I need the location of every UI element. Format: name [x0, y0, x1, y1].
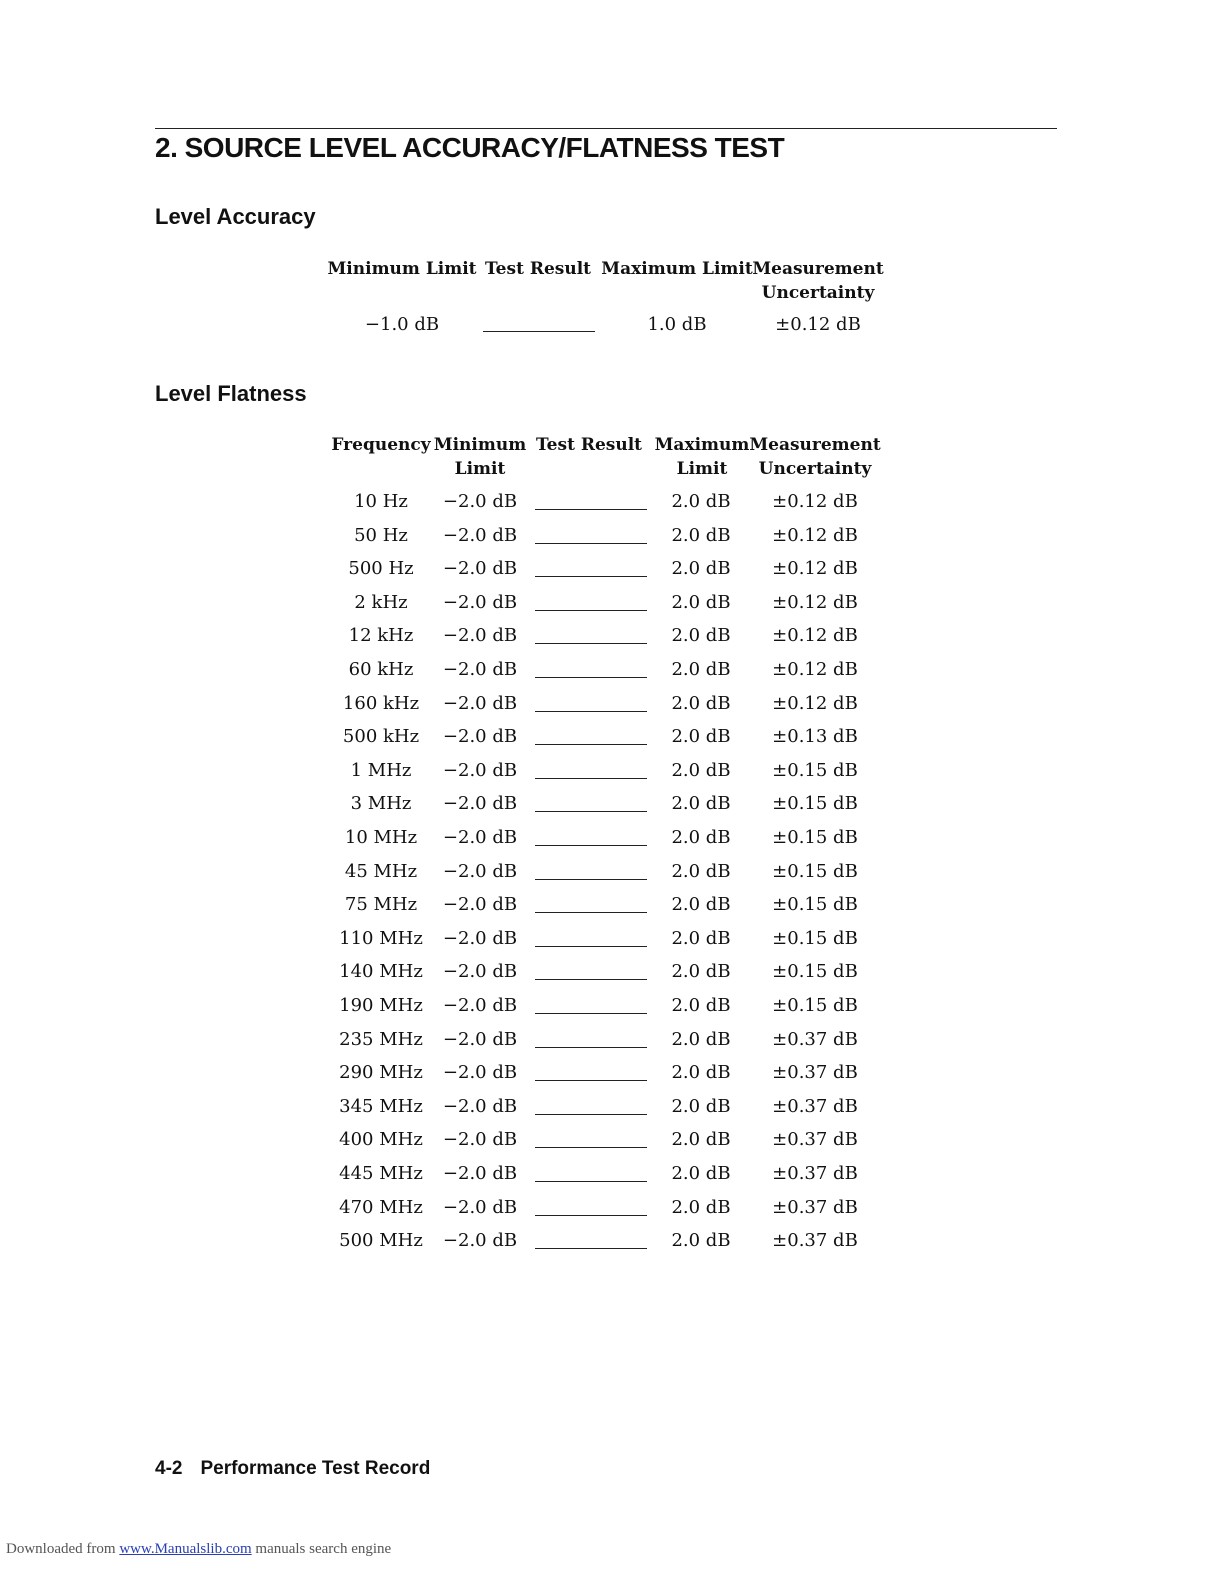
section-title: 2. SOURCE LEVEL ACCURACY/FLATNESS TEST: [155, 132, 785, 163]
col-uncertainty: Uncertainty: [758, 459, 872, 479]
col-maximum-limit: Maximum Limit: [601, 259, 753, 279]
minimum-limit-cell: −2.0 dB: [442, 1197, 518, 1218]
test-result-blank[interactable]: [535, 1248, 647, 1249]
table-row: [0, 861, 1224, 883]
minimum-limit-cell: −2.0 dB: [442, 1029, 518, 1050]
table-row: [0, 1230, 1224, 1252]
maximum-limit-cell: 2.0 dB: [671, 1230, 731, 1251]
maximum-limit-cell: 2.0 dB: [671, 726, 731, 747]
top-rule: [155, 128, 1057, 129]
table-row: [0, 491, 1224, 513]
test-result-blank[interactable]: [535, 778, 647, 779]
minimum-limit-cell: −2.0 dB: [442, 995, 518, 1016]
minimum-limit-cell: −2.0 dB: [442, 928, 518, 949]
test-result-blank[interactable]: [535, 543, 647, 544]
page-number: 4-2: [155, 1458, 183, 1479]
minimum-limit-cell: −2.0 dB: [442, 1129, 518, 1150]
frequency-cell: 10 Hz: [354, 491, 408, 512]
test-result-blank[interactable]: [535, 811, 647, 812]
test-result-blank[interactable]: [535, 1080, 647, 1081]
table-row: [0, 693, 1224, 715]
frequency-cell: 235 MHz: [339, 1029, 423, 1050]
frequency-cell: 140 MHz: [339, 961, 423, 982]
frequency-cell: 10 MHz: [344, 827, 418, 848]
col-minimum: Minimum: [433, 435, 527, 455]
uncertainty-cell: ±0.37 dB: [772, 1096, 858, 1117]
uncertainty-cell: ±0.37 dB: [772, 1197, 858, 1218]
table-row: [0, 726, 1224, 748]
minimum-limit-cell: −2.0 dB: [442, 961, 518, 982]
accuracy-max-value: 1.0 dB: [647, 314, 707, 335]
table-row: [0, 894, 1224, 916]
test-result-blank[interactable]: [535, 946, 647, 947]
test-result-blank[interactable]: [535, 1114, 647, 1115]
maximum-limit-cell: 2.0 dB: [671, 861, 731, 882]
minimum-limit-cell: −2.0 dB: [442, 625, 518, 646]
table-row: [0, 827, 1224, 849]
col-maximum: Maximum: [654, 435, 750, 455]
maximum-limit-cell: 2.0 dB: [671, 659, 731, 680]
table-row: [0, 1163, 1224, 1185]
test-result-blank[interactable]: [535, 509, 647, 510]
col-test-result: Test Result: [484, 259, 592, 279]
minimum-limit-cell: −2.0 dB: [442, 659, 518, 680]
frequency-cell: 190 MHz: [339, 995, 423, 1016]
table-row: [0, 1197, 1224, 1219]
maximum-limit-cell: 2.0 dB: [671, 625, 731, 646]
col-uncertainty: Uncertainty: [761, 283, 875, 303]
uncertainty-cell: ±0.15 dB: [772, 861, 858, 882]
minimum-limit-cell: −2.0 dB: [442, 760, 518, 781]
maximum-limit-cell: 2.0 dB: [671, 1096, 731, 1117]
table-row: [0, 961, 1224, 983]
minimum-limit-cell: −2.0 dB: [442, 726, 518, 747]
maximum-limit-cell: 2.0 dB: [671, 928, 731, 949]
test-result-blank[interactable]: [535, 1047, 647, 1048]
test-result-blank[interactable]: [535, 1215, 647, 1216]
frequency-cell: 500 Hz: [348, 558, 414, 579]
uncertainty-cell: ±0.15 dB: [772, 827, 858, 848]
minimum-limit-cell: −2.0 dB: [442, 861, 518, 882]
test-result-blank[interactable]: [535, 576, 647, 577]
maximum-limit-cell: 2.0 dB: [671, 558, 731, 579]
frequency-cell: 290 MHz: [339, 1062, 423, 1083]
frequency-cell: 60 kHz: [348, 659, 414, 680]
accuracy-uncertainty-value: ±0.12 dB: [775, 314, 861, 335]
frequency-cell: 500 MHz: [339, 1230, 423, 1251]
level-accuracy-heading: Level Accuracy: [155, 204, 316, 229]
test-result-blank[interactable]: [535, 610, 647, 611]
maximum-limit-cell: 2.0 dB: [671, 995, 731, 1016]
frequency-cell: 1 MHz: [350, 760, 412, 781]
table-row: [0, 592, 1224, 614]
test-result-blank[interactable]: [535, 643, 647, 644]
uncertainty-cell: ±0.15 dB: [772, 760, 858, 781]
table-row: [0, 793, 1224, 815]
accuracy-result-blank[interactable]: [483, 331, 595, 332]
footer-title: Performance Test Record: [200, 1458, 431, 1479]
table-row: [0, 760, 1224, 782]
frequency-cell: 110 MHz: [339, 928, 423, 949]
col-measurement: Measurement: [752, 259, 884, 279]
table-row: [0, 995, 1224, 1017]
maximum-limit-cell: 2.0 dB: [671, 1163, 731, 1184]
maximum-limit-cell: 2.0 dB: [671, 592, 731, 613]
maximum-limit-cell: 2.0 dB: [671, 1129, 731, 1150]
minimum-limit-cell: −2.0 dB: [442, 1096, 518, 1117]
test-result-blank[interactable]: [535, 1013, 647, 1014]
minimum-limit-cell: −2.0 dB: [442, 1062, 518, 1083]
col-frequency: Frequency: [331, 435, 431, 455]
frequency-cell: 3 MHz: [350, 793, 412, 814]
frequency-cell: 75 MHz: [344, 894, 418, 915]
col-minimum-limit-word: Limit: [454, 459, 506, 479]
test-result-blank[interactable]: [535, 845, 647, 846]
test-result-blank[interactable]: [535, 912, 647, 913]
minimum-limit-cell: −2.0 dB: [442, 827, 518, 848]
maximum-limit-cell: 2.0 dB: [671, 1029, 731, 1050]
test-result-blank[interactable]: [535, 979, 647, 980]
uncertainty-cell: ±0.15 dB: [772, 793, 858, 814]
uncertainty-cell: ±0.15 dB: [772, 995, 858, 1016]
maximum-limit-cell: 2.0 dB: [671, 525, 731, 546]
maximum-limit-cell: 2.0 dB: [671, 827, 731, 848]
uncertainty-cell: ±0.12 dB: [772, 592, 858, 613]
minimum-limit-cell: −2.0 dB: [442, 592, 518, 613]
frequency-cell: 500 kHz: [342, 726, 420, 747]
source-prefix: Downloaded from: [6, 1541, 116, 1557]
frequency-cell: 2 kHz: [354, 592, 408, 613]
uncertainty-cell: ±0.37 dB: [772, 1163, 858, 1184]
uncertainty-cell: ±0.37 dB: [772, 1029, 858, 1050]
maximum-limit-cell: 2.0 dB: [671, 760, 731, 781]
frequency-cell: 345 MHz: [339, 1096, 423, 1117]
table-row: [0, 525, 1224, 547]
uncertainty-cell: ±0.15 dB: [772, 928, 858, 949]
frequency-cell: 45 MHz: [344, 861, 418, 882]
uncertainty-cell: ±0.37 dB: [772, 1230, 858, 1251]
test-result-blank[interactable]: [535, 1181, 647, 1182]
uncertainty-cell: ±0.37 dB: [772, 1129, 858, 1150]
table-row: [0, 558, 1224, 580]
maximum-limit-cell: 2.0 dB: [671, 1197, 731, 1218]
maximum-limit-cell: 2.0 dB: [671, 693, 731, 714]
frequency-cell: 12 kHz: [348, 625, 414, 646]
uncertainty-cell: ±0.37 dB: [772, 1062, 858, 1083]
uncertainty-cell: ±0.12 dB: [772, 659, 858, 680]
test-result-blank[interactable]: [535, 744, 647, 745]
maximum-limit-cell: 2.0 dB: [671, 894, 731, 915]
maximum-limit-cell: 2.0 dB: [671, 961, 731, 982]
table-row: [0, 659, 1224, 681]
table-row: [0, 1129, 1224, 1151]
test-result-blank[interactable]: [535, 1147, 647, 1148]
uncertainty-cell: ±0.15 dB: [772, 961, 858, 982]
minimum-limit-cell: −2.0 dB: [442, 525, 518, 546]
maximum-limit-cell: 2.0 dB: [671, 1062, 731, 1083]
col-test-result: Test Result: [535, 435, 643, 455]
table-row: [0, 1096, 1224, 1118]
maximum-limit-cell: 2.0 dB: [671, 793, 731, 814]
table-row: [0, 1062, 1224, 1084]
minimum-limit-cell: −2.0 dB: [442, 894, 518, 915]
minimum-limit-cell: −2.0 dB: [442, 793, 518, 814]
source-line: [6, 1541, 391, 1558]
minimum-limit-cell: −2.0 dB: [442, 1163, 518, 1184]
test-result-blank[interactable]: [535, 677, 647, 678]
level-flatness-heading: Level Flatness: [155, 381, 307, 406]
accuracy-min-value: −1.0 dB: [364, 314, 440, 335]
maximum-limit-cell: 2.0 dB: [671, 491, 731, 512]
minimum-limit-cell: −2.0 dB: [442, 693, 518, 714]
table-row: [0, 1029, 1224, 1051]
page-footer: [155, 1458, 430, 1480]
uncertainty-cell: ±0.12 dB: [772, 525, 858, 546]
table-row: [0, 928, 1224, 950]
test-result-blank[interactable]: [535, 879, 647, 880]
uncertainty-cell: ±0.15 dB: [772, 894, 858, 915]
col-minimum-limit: Minimum Limit: [327, 259, 477, 279]
col-measurement: Measurement: [749, 435, 881, 455]
uncertainty-cell: ±0.12 dB: [772, 558, 858, 579]
test-result-blank[interactable]: [535, 711, 647, 712]
frequency-cell: 160 kHz: [342, 693, 420, 714]
minimum-limit-cell: −2.0 dB: [442, 558, 518, 579]
uncertainty-cell: ±0.12 dB: [772, 693, 858, 714]
source-suffix: manuals search engine: [255, 1541, 392, 1557]
table-row: [0, 625, 1224, 647]
uncertainty-cell: ±0.13 dB: [772, 726, 858, 747]
frequency-cell: 445 MHz: [339, 1163, 423, 1184]
minimum-limit-cell: −2.0 dB: [442, 491, 518, 512]
minimum-limit-cell: −2.0 dB: [442, 1230, 518, 1251]
uncertainty-cell: ±0.12 dB: [772, 625, 858, 646]
frequency-cell: 400 MHz: [339, 1129, 423, 1150]
frequency-cell: 50 Hz: [354, 525, 408, 546]
uncertainty-cell: ±0.12 dB: [772, 491, 858, 512]
frequency-cell: 470 MHz: [339, 1197, 423, 1218]
source-link[interactable]: www.Manualslib.com: [119, 1541, 252, 1557]
col-maximum-limit-word: Limit: [676, 459, 728, 479]
